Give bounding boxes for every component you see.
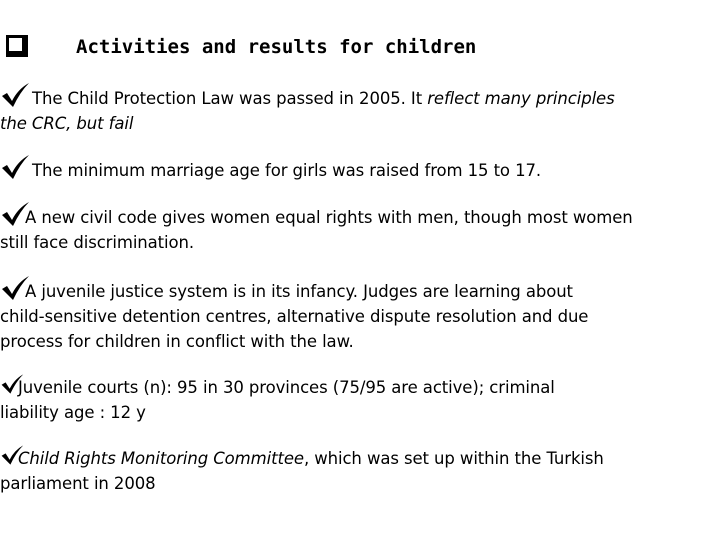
checkmark-icon	[0, 373, 24, 395]
item-text-italic: Child Rights Monitoring Committee	[18, 449, 304, 468]
item-text: child-sensitive detention centres, alternative dispute resolution and due	[0, 307, 589, 326]
item-text: process for children in conflict with the law.	[0, 332, 354, 351]
checkmark-icon	[0, 82, 30, 108]
item-text: liability age : 12 y	[0, 403, 146, 422]
checkmark-icon	[0, 444, 24, 466]
checkmark-icon	[0, 201, 30, 227]
item-text: A new civil code gives women equal rights with men, though most women	[25, 208, 633, 227]
item-text: Juvenile courts (n): 95 in 30 provinces (75/95 are active); criminal	[18, 378, 555, 397]
bullet-item-monitoring-committee	[0, 446, 718, 496]
checkmark-icon	[0, 275, 30, 301]
bullet-item-civil-code	[0, 205, 718, 255]
bullet-item-juvenile-courts	[0, 375, 718, 425]
checkmark-icon	[0, 154, 30, 180]
item-text: The minimum marriage age for girls was raised from 15 to 17.	[32, 161, 542, 180]
bullet-item-juvenile-justice	[0, 279, 718, 354]
item-text-italic: the CRC, but fail	[0, 114, 134, 133]
item-text: parliament in 2008	[0, 474, 156, 493]
title-row	[6, 32, 716, 62]
bullet-item-marriage-age	[0, 158, 718, 183]
item-text: A juvenile justice system is in its infancy. Judges are learning about	[25, 282, 573, 301]
item-text: The Child Protection Law was passed in 2005. It	[32, 89, 428, 108]
slide-title: Activities and results for children	[76, 36, 477, 58]
item-text-italic: reflect many principles	[427, 89, 615, 108]
item-text: , which was set up within the Turkish	[303, 449, 604, 468]
bullet-item-child-protection-law	[0, 86, 718, 136]
square-bullet-icon	[6, 35, 28, 57]
item-text: still face discrimination.	[0, 233, 195, 252]
